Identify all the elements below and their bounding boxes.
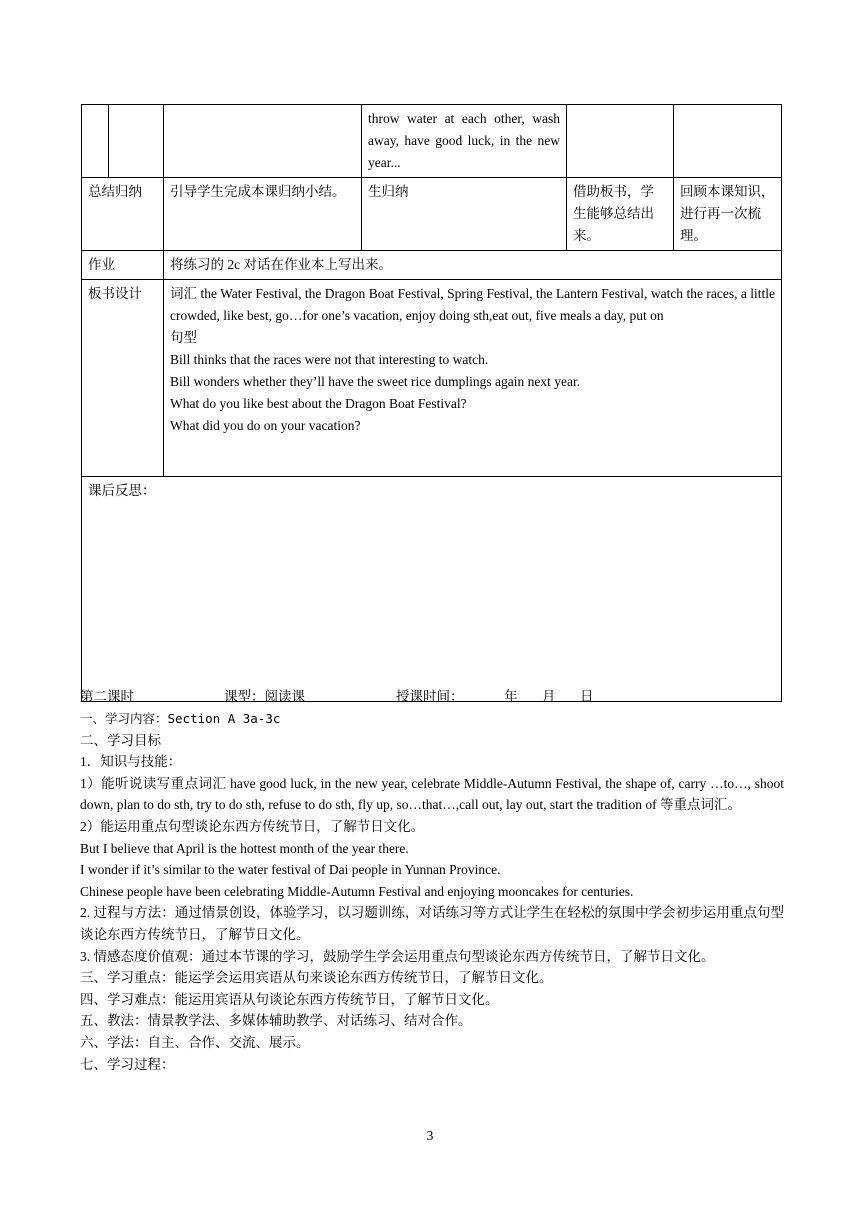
board-label: 板书设计 (82, 280, 164, 477)
summary-teacher: 引导学生完成本课归纳小结。 (164, 178, 362, 251)
lesson-type: 课型：阅读课 (224, 689, 305, 704)
year-label: 年 (504, 689, 518, 704)
cell-blank-1 (82, 105, 109, 178)
month-label: 月 (542, 689, 556, 704)
process-method: 2. 过程与方法：通过情景创设，体验学习，以习题训练，对话练习等方式让学生在轻松的氛围中学会初步运用重点句型谈论东西方传统节日，了解节日文化。 (80, 905, 784, 942)
board-content (164, 280, 782, 477)
learning-content: 一、学习内容：Section A 3a-3c (80, 711, 281, 726)
lesson2-section (80, 686, 784, 1075)
homework-text: 将练习的 2c 对话在作业本上写出来。 (164, 251, 782, 280)
example-sentence: Chinese people have been celebrating Middle-Autumn Festival and enjoying mooncakes for centuries. (80, 883, 634, 899)
example-sentence: I wonder if it’s similar to the water festival of Dai people in Yunnan Province. (80, 862, 501, 878)
key-point: 三、学习重点：能运学会运用宾语从句来谈论东西方传统节日，了解节日文化。 (80, 970, 553, 986)
summary-purpose: 借助板书，学生能够总结出来。 (567, 178, 674, 251)
process-title: 七、学习过程： (80, 1056, 175, 1072)
board-design-row (82, 280, 782, 477)
difficulty: 四、学习难点：能运用宾语从句谈论东西方传统节日，了解节日文化。 (80, 991, 499, 1007)
homework-row (82, 251, 782, 280)
board-sentence: What do you like best about the Dragon Boat Festival? (170, 396, 467, 411)
period-label: 第二课时 (80, 689, 134, 704)
board-sentence: What did you do on your vacation? (170, 418, 361, 433)
lesson2-header (80, 686, 784, 708)
learning-method: 六、学法：自主、合作、交流、展示。 (80, 1034, 310, 1050)
goals-title: 二、学习目标 (80, 732, 161, 748)
example-sentence: But I believe that April is the hottest month of the year there. (80, 840, 409, 856)
time-label: 授课时间： (396, 689, 464, 704)
summary-row (82, 178, 782, 251)
emotion-values: 3. 情感态度价值观：通过本节课的学习，鼓励学生学会运用重点句型谈论东西方传统节日，了解节日文化。 (80, 948, 715, 964)
summary-label: 总结归纳 (82, 178, 164, 251)
cell-blank-5 (567, 105, 674, 178)
skills-title: 1．知识与技能： (80, 754, 182, 770)
cell-blank-6 (674, 105, 782, 178)
skill-vocab: 1）能听说读写重点词汇 have good luck, in the new year, celebrate Middle-Autumn Festival, the shape of, carry …to…, shoot down, plan to do sth, try to do sth, refuse to do sth, fly up, so…that…,call out, lay out, start the tradition of 等重点词汇。 (80, 775, 784, 813)
lesson-plan-table (81, 104, 782, 702)
board-vocab: 词汇 the Water Festival, the Dragon Boat Festival, Spring Festival, the Lantern Festival, watch the races, a little crowded, like best, go…for one’s vacation, enjoy doing sth,eat out, five meals a day, put on (170, 286, 775, 323)
summary-student: 生归纳 (362, 178, 567, 251)
page-number: 3 (426, 1128, 434, 1143)
homework-label: 作业 (82, 251, 164, 280)
board-sentence: Bill thinks that the races were not that interesting to watch. (170, 352, 489, 367)
reflection-row (82, 477, 782, 702)
reflection-label: 课后反思： (82, 477, 782, 702)
summary-intent: 回顾本课知识，进行再一次梳理。 (674, 178, 782, 251)
activity-cell: throw water at each other, wash away, have good luck, in the new year... (362, 105, 567, 178)
day-label: 日 (580, 689, 594, 704)
board-sentence: Bill wonders whether they’ll have the sweet rice dumplings again next year. (170, 374, 581, 389)
cell-blank-3 (164, 105, 362, 178)
continuation-row (82, 105, 782, 178)
skill-sentences: 2）能运用重点句型谈论东西方传统节日，了解节日文化。 (80, 818, 425, 834)
cell-blank-2 (109, 105, 164, 178)
teaching-method: 五、教法：情景教学法、多媒体辅助教学、对话练习、结对合作。 (80, 1013, 472, 1029)
board-sentence-label: 句型 (170, 330, 197, 345)
